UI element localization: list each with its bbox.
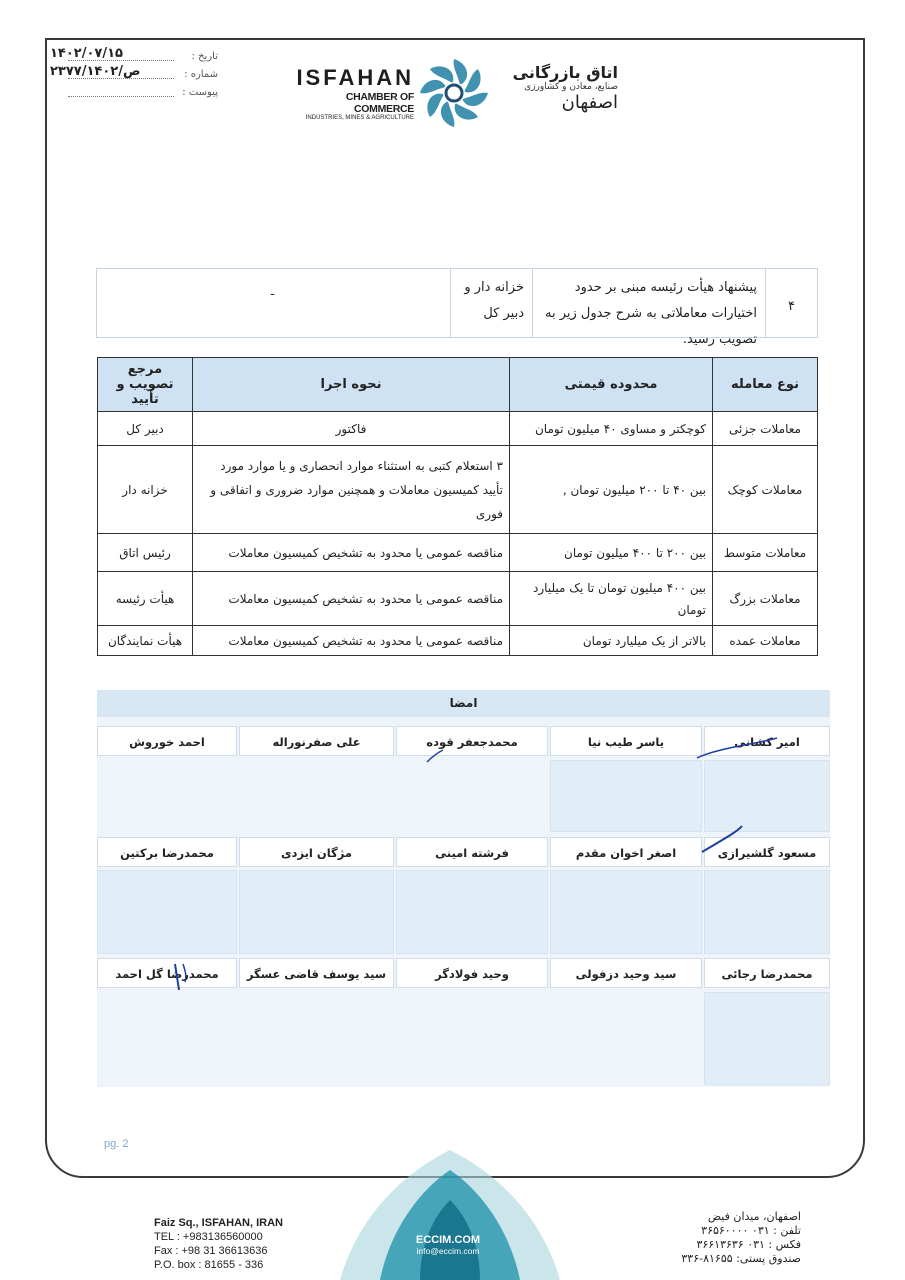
signer-name: سید یوسف قاضی عسگر bbox=[239, 958, 394, 988]
signer-name: مژگان ایزدی bbox=[239, 837, 394, 867]
table-row bbox=[98, 572, 818, 626]
signature-title: امضا bbox=[97, 690, 830, 717]
logo-fa-line2: صنایع، معادن و کشاورزی bbox=[524, 82, 618, 92]
cell-range: کوچکتر و مساوی ۴۰ میلیون تومان bbox=[510, 412, 713, 446]
signature-area bbox=[550, 870, 702, 954]
signer-name: محمدرضا رجائی bbox=[704, 958, 830, 988]
header-approval-authority: مرجع تصویب و تأیید bbox=[98, 358, 193, 412]
item-number: ۴ bbox=[765, 269, 817, 337]
footer-en-fax: Fax : +98 31 36613636 bbox=[154, 1245, 268, 1257]
cell-authority: هیأت رئیسه bbox=[98, 572, 193, 626]
footer-fa-pobox: صندوق پستی: ۸۱۶۵۵-۳۳۶ bbox=[681, 1252, 801, 1265]
cell-method: مناقصه عمومی یا محدود به تشخیص کمیسیون معاملات bbox=[193, 534, 510, 572]
item-note: - bbox=[270, 287, 275, 302]
chamber-emblem-icon bbox=[416, 55, 492, 131]
footer-english-contact bbox=[154, 1216, 283, 1272]
cell-authority: دبیر کل bbox=[98, 412, 193, 446]
number-label: شماره : bbox=[184, 69, 218, 80]
transaction-authority-table bbox=[97, 357, 818, 656]
cell-authority: خزانه دار bbox=[98, 446, 193, 534]
resolution-item-row bbox=[96, 268, 818, 347]
footer-emblem-icon bbox=[340, 1150, 560, 1280]
signer-name: وحید فولادگر bbox=[396, 958, 548, 988]
signer-name: اصغر اخوان مقدم bbox=[550, 837, 702, 867]
signature-area bbox=[704, 992, 830, 1085]
table-row bbox=[98, 534, 818, 572]
signature-area bbox=[550, 760, 702, 832]
chamber-logo bbox=[288, 55, 618, 135]
footer-fa-tel: تلفن : ۰۳۱ ۳۶۵۶۰۰۰۰ bbox=[701, 1224, 801, 1237]
signature-area bbox=[239, 870, 394, 954]
item-responsible: خزانه دار و دبیر کل bbox=[450, 269, 532, 337]
table-row bbox=[98, 446, 818, 534]
table-row bbox=[98, 412, 818, 446]
signer-name: محمدجعفر قوده bbox=[396, 726, 548, 756]
cell-method: مناقصه عمومی یا محدود به تشخیص کمیسیون معاملات bbox=[193, 626, 510, 656]
table-row bbox=[98, 626, 818, 656]
number-value: ۲۳۷۷/ص/۱۴۰۲ bbox=[50, 64, 141, 79]
letter-meta bbox=[50, 46, 218, 102]
footer-en-tel: TEL : +983136560000 bbox=[154, 1231, 263, 1243]
signer-name: یاسر طیب نیا bbox=[550, 726, 702, 756]
signer-name: سید وحید دزفولی bbox=[550, 958, 702, 988]
signer-name: مسعود گلشیرازی bbox=[704, 837, 830, 867]
cell-type: معاملات عمده bbox=[713, 626, 818, 656]
signature-area bbox=[97, 870, 237, 954]
date-label: تاریخ : bbox=[191, 51, 218, 62]
signature-block bbox=[97, 690, 830, 1087]
cell-authority: هیأت نمایندگان bbox=[98, 626, 193, 656]
logo-fa-line1: اتاق بازرگانی bbox=[512, 63, 618, 82]
footer-en-pobox: P.O. box : 81655 - 336 bbox=[154, 1259, 264, 1271]
signer-name: امیر کشانی bbox=[704, 726, 830, 756]
signer-name: فرشته امینی bbox=[396, 837, 548, 867]
signer-name: محمدرضا گل احمد bbox=[97, 958, 237, 988]
cell-type: معاملات کوچک bbox=[713, 446, 818, 534]
cell-range: بین ۴۰۰ میلیون تومان تا یک میلیارد تومان bbox=[510, 572, 713, 626]
cell-range: بالاتر از یک میلیارد تومان bbox=[510, 626, 713, 656]
footer-fa-address: اصفهان، میدان فیض bbox=[707, 1210, 801, 1223]
attachment-label: پیوست : bbox=[182, 87, 218, 98]
logo-en-title: ISFAHAN bbox=[296, 65, 414, 90]
footer-en-address: Faiz Sq., ISFAHAN, IRAN bbox=[154, 1217, 283, 1229]
cell-type: معاملات جزئی bbox=[713, 412, 818, 446]
signature-area bbox=[704, 760, 830, 832]
header-price-range: محدوده قیمتی bbox=[510, 358, 713, 412]
table-header-row bbox=[98, 358, 818, 412]
cell-range: بین ۴۰ تا ۲۰۰ میلیون تومان , bbox=[510, 446, 713, 534]
signature-area bbox=[396, 870, 548, 954]
logo-en-sub1: CHAMBER OF COMMERCE bbox=[345, 91, 414, 115]
footer-web bbox=[400, 1234, 496, 1256]
logo-en-sub2: INDUSTRIES, MINES & AGRICULTURE bbox=[305, 115, 414, 121]
date-value: ۱۴۰۲/۰۷/۱۵ bbox=[50, 46, 123, 61]
cell-method: ۳ استعلام کتبی به استثناء موارد انحصاری و یا موارد مورد تأیید کمیسیون معاملات و همچنین موارد ضروری و اتفاقی و فوری bbox=[193, 446, 510, 534]
logo-fa-line3: اصفهان bbox=[561, 92, 618, 113]
signer-name: احمد خوروش bbox=[97, 726, 237, 756]
cell-method: فاکتور bbox=[193, 412, 510, 446]
footer-persian-contact bbox=[681, 1210, 801, 1266]
cell-type: معاملات متوسط bbox=[713, 534, 818, 572]
cell-method: مناقصه عمومی یا محدود به تشخیص کمیسیون معاملات bbox=[193, 572, 510, 626]
signature-area bbox=[704, 870, 830, 954]
signer-name: علی صفرنوراله bbox=[239, 726, 394, 756]
cell-authority: رئیس اتاق bbox=[98, 534, 193, 572]
signer-name: محمدرضا برکتین bbox=[97, 837, 237, 867]
cell-type: معاملات بزرگ bbox=[713, 572, 818, 626]
header-execution-method: نحوه اجرا bbox=[193, 358, 510, 412]
cell-range: بین ۲۰۰ تا ۴۰۰ میلیون تومان bbox=[510, 534, 713, 572]
footer-email: info@eccim.com bbox=[416, 1246, 480, 1256]
header-transaction-type: نوع معامله bbox=[713, 358, 818, 412]
page-number: pg. 2 bbox=[104, 1138, 129, 1150]
footer-fa-fax: فکس : ۰۳۱ ۳۶۶۱۳۶۳۶ bbox=[696, 1238, 801, 1251]
item-text: پیشنهاد هیأت رئیسه مبنی بر حدود اختیارات معاملاتی به شرح جدول زیر به تصویب رسید. bbox=[532, 269, 765, 337]
footer-website: ECCIM.COM bbox=[415, 1234, 481, 1246]
